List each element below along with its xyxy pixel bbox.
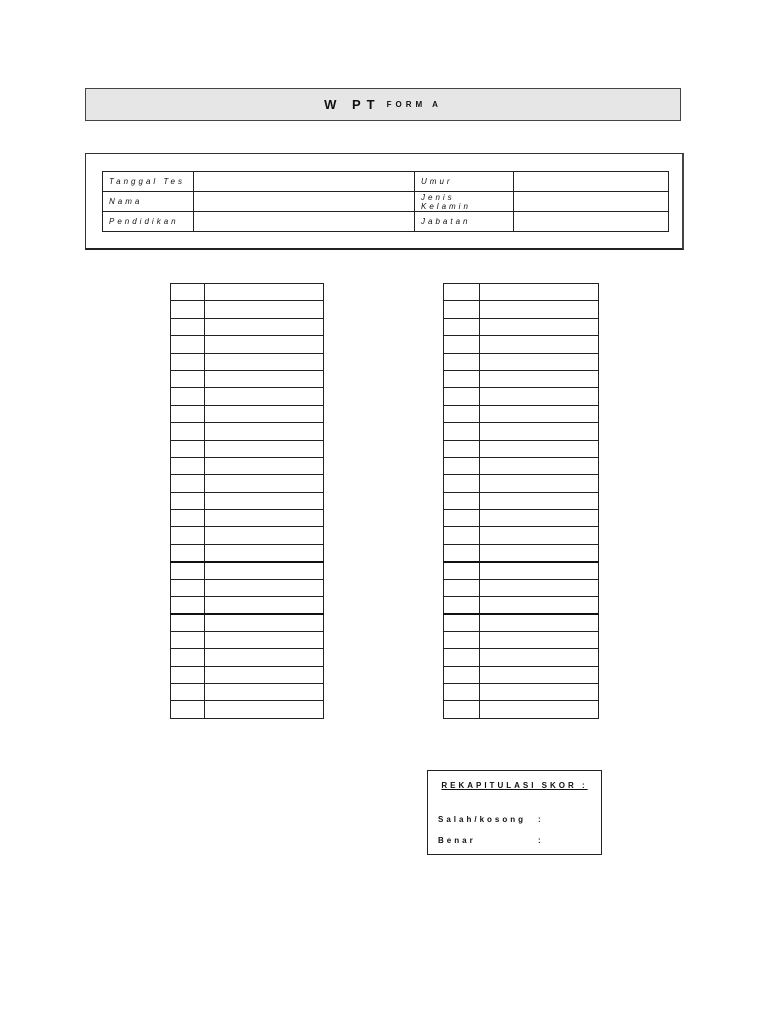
answer-row bbox=[444, 649, 599, 666]
identity-row bbox=[103, 172, 669, 192]
answer-input-cell[interactable] bbox=[480, 301, 599, 318]
answer-number-cell bbox=[171, 527, 205, 544]
answer-number-cell bbox=[444, 649, 480, 666]
form-title-bar bbox=[85, 88, 681, 121]
answer-number-cell bbox=[444, 510, 480, 527]
answer-row bbox=[171, 336, 324, 353]
correct-separator: : bbox=[538, 836, 541, 845]
answer-input-cell[interactable] bbox=[480, 701, 599, 718]
answer-input-cell[interactable] bbox=[480, 284, 599, 301]
answer-number-cell bbox=[444, 388, 480, 405]
answer-input-cell[interactable] bbox=[205, 318, 324, 335]
answer-number-cell bbox=[171, 614, 205, 631]
answer-input-cell[interactable] bbox=[480, 510, 599, 527]
answer-number-cell bbox=[444, 284, 480, 301]
answer-row bbox=[444, 318, 599, 335]
answer-input-cell[interactable] bbox=[480, 666, 599, 683]
answer-input-cell[interactable] bbox=[480, 405, 599, 422]
identity-row bbox=[103, 212, 669, 232]
identity-row bbox=[103, 192, 669, 212]
answer-number-cell bbox=[444, 318, 480, 335]
answer-row bbox=[444, 510, 599, 527]
answer-input-cell[interactable] bbox=[205, 527, 324, 544]
answer-input-cell[interactable] bbox=[480, 631, 599, 648]
answer-number-cell bbox=[444, 475, 480, 492]
answer-number-cell bbox=[171, 649, 205, 666]
answer-number-cell bbox=[444, 336, 480, 353]
answer-number-cell bbox=[171, 579, 205, 596]
answer-row bbox=[171, 423, 324, 440]
answer-row bbox=[171, 318, 324, 335]
answer-row bbox=[444, 457, 599, 474]
answer-number-cell bbox=[171, 631, 205, 648]
answer-input-cell[interactable] bbox=[480, 597, 599, 614]
answer-row bbox=[444, 683, 599, 700]
answer-input-cell[interactable] bbox=[205, 301, 324, 318]
pendidikan-field[interactable] bbox=[194, 212, 415, 232]
wrong-blank-label: Salah/kosong bbox=[438, 815, 527, 824]
answer-input-cell[interactable] bbox=[205, 353, 324, 370]
answer-input-cell[interactable] bbox=[480, 649, 599, 666]
answer-number-cell bbox=[171, 562, 205, 579]
answer-number-cell bbox=[444, 614, 480, 631]
answer-row bbox=[171, 475, 324, 492]
answer-row bbox=[444, 475, 599, 492]
wrong-blank-separator: : bbox=[538, 815, 541, 824]
answer-row bbox=[171, 457, 324, 474]
answer-row bbox=[444, 701, 599, 718]
answer-number-cell bbox=[444, 666, 480, 683]
answer-input-cell[interactable] bbox=[205, 405, 324, 422]
answer-number-cell bbox=[171, 318, 205, 335]
answer-row bbox=[171, 388, 324, 405]
answer-input-cell[interactable] bbox=[205, 597, 324, 614]
answer-input-cell[interactable] bbox=[205, 544, 324, 561]
answer-row bbox=[444, 597, 599, 614]
answer-row bbox=[171, 492, 324, 509]
answer-row bbox=[171, 579, 324, 596]
answer-number-cell bbox=[444, 423, 480, 440]
answer-number-cell bbox=[444, 544, 480, 561]
answer-row bbox=[171, 301, 324, 318]
answer-input-cell[interactable] bbox=[205, 388, 324, 405]
answer-input-cell[interactable] bbox=[480, 423, 599, 440]
answer-input-cell[interactable] bbox=[205, 475, 324, 492]
answer-number-cell bbox=[171, 336, 205, 353]
answer-number-cell bbox=[171, 284, 205, 301]
answer-input-cell[interactable] bbox=[480, 353, 599, 370]
answer-row bbox=[444, 440, 599, 457]
answer-number-cell bbox=[171, 544, 205, 561]
jabatan-label: Jabatan bbox=[415, 212, 514, 232]
answer-number-cell bbox=[444, 631, 480, 648]
answer-number-cell bbox=[444, 527, 480, 544]
answer-row bbox=[171, 544, 324, 561]
answer-input-cell[interactable] bbox=[480, 336, 599, 353]
answer-row bbox=[444, 284, 599, 301]
answer-number-cell bbox=[444, 440, 480, 457]
answer-input-cell[interactable] bbox=[205, 649, 324, 666]
correct-label: Benar bbox=[438, 836, 476, 845]
answer-number-cell bbox=[171, 701, 205, 718]
answer-row bbox=[171, 510, 324, 527]
jenis-kelamin-field[interactable] bbox=[514, 192, 669, 212]
answer-number-cell bbox=[171, 370, 205, 387]
answer-number-cell bbox=[444, 301, 480, 318]
pendidikan-label: Pendidikan bbox=[103, 212, 194, 232]
answer-number-cell bbox=[444, 492, 480, 509]
answer-row bbox=[444, 353, 599, 370]
answer-input-cell[interactable] bbox=[205, 683, 324, 700]
answer-input-cell[interactable] bbox=[205, 336, 324, 353]
answer-row bbox=[444, 631, 599, 648]
score-recap-box bbox=[427, 770, 602, 855]
answer-input-cell[interactable] bbox=[205, 492, 324, 509]
answer-input-cell[interactable] bbox=[205, 457, 324, 474]
answer-input-cell[interactable] bbox=[205, 562, 324, 579]
answer-input-cell[interactable] bbox=[205, 510, 324, 527]
answer-input-cell[interactable] bbox=[205, 614, 324, 631]
answer-row bbox=[171, 683, 324, 700]
tanggal-tes-label: Tanggal Tes bbox=[103, 172, 194, 192]
answer-row bbox=[171, 649, 324, 666]
answer-number-cell bbox=[171, 683, 205, 700]
answer-number-cell bbox=[171, 388, 205, 405]
tanggal-tes-field[interactable] bbox=[194, 172, 415, 192]
answer-input-cell[interactable] bbox=[480, 614, 599, 631]
answer-row bbox=[171, 527, 324, 544]
answer-number-cell bbox=[171, 475, 205, 492]
answer-input-cell[interactable] bbox=[480, 388, 599, 405]
answer-input-cell[interactable] bbox=[480, 579, 599, 596]
answer-row bbox=[444, 370, 599, 387]
answer-input-cell[interactable] bbox=[205, 701, 324, 718]
answer-number-cell bbox=[171, 301, 205, 318]
answer-input-cell[interactable] bbox=[480, 370, 599, 387]
answer-input-cell[interactable] bbox=[480, 562, 599, 579]
answer-number-cell bbox=[171, 353, 205, 370]
answer-row bbox=[444, 579, 599, 596]
answer-row bbox=[171, 370, 324, 387]
answer-input-cell[interactable] bbox=[480, 440, 599, 457]
answer-input-cell[interactable] bbox=[480, 683, 599, 700]
answer-input-cell[interactable] bbox=[205, 579, 324, 596]
answer-row bbox=[171, 614, 324, 631]
answer-input-cell[interactable] bbox=[480, 475, 599, 492]
answer-number-cell bbox=[444, 405, 480, 422]
answer-number-cell bbox=[171, 423, 205, 440]
answer-number-cell bbox=[171, 666, 205, 683]
answer-row bbox=[171, 353, 324, 370]
umur-field[interactable] bbox=[514, 172, 669, 192]
answer-number-cell bbox=[444, 597, 480, 614]
answer-row bbox=[444, 562, 599, 579]
answer-input-cell[interactable] bbox=[480, 527, 599, 544]
answer-number-cell bbox=[171, 510, 205, 527]
answer-row bbox=[171, 631, 324, 648]
answer-row bbox=[444, 423, 599, 440]
answer-row bbox=[444, 527, 599, 544]
answer-row bbox=[444, 614, 599, 631]
jenis-kelamin-label: Jenis Kelamin bbox=[415, 192, 514, 212]
recap-title: REKAPITULASI SKOR : bbox=[441, 781, 588, 790]
form-subtitle: FORM A bbox=[386, 100, 442, 109]
answer-input-cell[interactable] bbox=[480, 318, 599, 335]
answer-input-cell[interactable] bbox=[480, 492, 599, 509]
answer-row bbox=[444, 492, 599, 509]
answer-number-cell bbox=[444, 370, 480, 387]
nama-label: Nama bbox=[103, 192, 194, 212]
answer-row bbox=[444, 405, 599, 422]
answer-input-cell[interactable] bbox=[480, 544, 599, 561]
answer-row bbox=[171, 284, 324, 301]
answer-number-cell bbox=[444, 701, 480, 718]
answer-row bbox=[171, 562, 324, 579]
answer-number-cell bbox=[171, 440, 205, 457]
answer-row bbox=[444, 388, 599, 405]
nama-field[interactable] bbox=[194, 192, 415, 212]
answer-row bbox=[171, 405, 324, 422]
answer-row bbox=[171, 666, 324, 683]
answer-number-cell bbox=[444, 353, 480, 370]
answer-input-cell[interactable] bbox=[205, 284, 324, 301]
form-title: W PT bbox=[324, 97, 381, 112]
answer-number-cell bbox=[171, 492, 205, 509]
answer-input-cell[interactable] bbox=[480, 457, 599, 474]
answer-number-cell bbox=[444, 683, 480, 700]
answer-row bbox=[444, 301, 599, 318]
answer-input-cell[interactable] bbox=[205, 423, 324, 440]
answer-input-cell[interactable] bbox=[205, 666, 324, 683]
answer-row bbox=[444, 666, 599, 683]
identity-table bbox=[102, 171, 669, 232]
answer-number-cell bbox=[171, 597, 205, 614]
umur-label: Umur bbox=[415, 172, 514, 192]
answer-number-cell bbox=[444, 579, 480, 596]
answer-number-cell bbox=[444, 457, 480, 474]
answer-row bbox=[171, 440, 324, 457]
answer-row bbox=[171, 701, 324, 718]
answer-row bbox=[171, 597, 324, 614]
answer-table-right bbox=[443, 283, 599, 719]
answer-input-cell[interactable] bbox=[205, 631, 324, 648]
answer-number-cell bbox=[444, 562, 480, 579]
jabatan-field[interactable] bbox=[514, 212, 669, 232]
answer-row bbox=[444, 336, 599, 353]
answer-number-cell bbox=[171, 457, 205, 474]
answer-row bbox=[444, 544, 599, 561]
answer-table-left bbox=[170, 283, 324, 719]
answer-number-cell bbox=[171, 405, 205, 422]
answer-input-cell[interactable] bbox=[205, 370, 324, 387]
answer-input-cell[interactable] bbox=[205, 440, 324, 457]
